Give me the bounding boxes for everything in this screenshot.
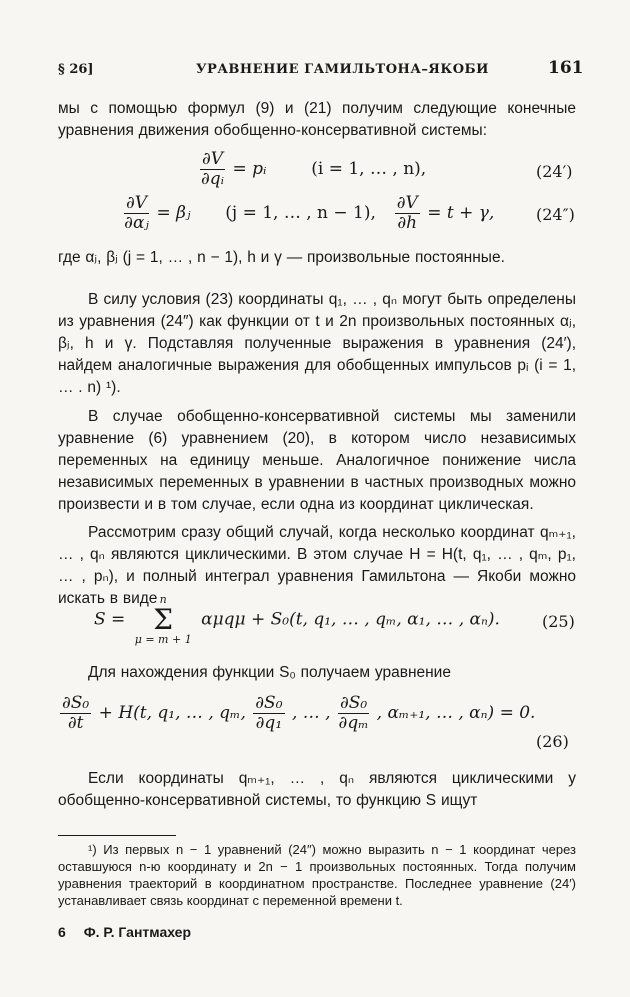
- equation-number-25: (25): [542, 612, 575, 631]
- equation-24-prime: $\frac{\partial V}{\text{∂qᵢ}}$ = pᵢ (i = 1, … , n),: [200, 149, 427, 189]
- equation-26: $\frac{\text{∂S₀}}{\partial t}$ + H(t, q₁, … , qₘ, $\frac{\text{∂S₀}}{\text{∂q₁}}$ , … , $\frac{\text{∂S₀}}{\text{∂qₘ}}$ , αₘ₊₁, … , αₙ) = 0.: [62, 693, 536, 733]
- equation-24-double-prime: $\frac{\partial V}{\text{∂αⱼ}}$ = βⱼ (j = 1, … , n − 1), $\frac{\partial V}{\partial h}$ = t + γ,: [124, 193, 495, 233]
- fraction: $\frac{\text{∂S₀}}{\partial t}$: [62, 693, 90, 733]
- paragraph-3: В силу условия (23) координаты q₁, … , qₙ могут быть определены из уравнения (24″) как функции от t и 2n произвольных постоянных αⱼ, βⱼ, h и γ. Подставляя полученные выражения в уравнения (24′), найдем аналогичные выражения для обобщенных импульсов pᵢ (i = 1, … . n) ¹).: [58, 291, 576, 396]
- paragraph-2: где αⱼ, βⱼ (j = 1, … , n − 1), h и γ — произвольные постоянные.: [58, 249, 505, 266]
- signature-text: Ф. Р. Гантмахер: [83, 924, 192, 940]
- fraction: $\frac{\text{∂S₀}}{\text{∂qₘ}}$: [338, 693, 369, 733]
- footnote: ¹) Из первых n − 1 уравнений (24″) можно выразить n − 1 координат через оставшуюся n-ю координату и 2n − 1 произвольных постоянных. Тогда получим уравнения траекторий в координатном пространстве. Последнее уравнение (24′) устанавливает связь координат с переменной времени t.: [58, 842, 576, 908]
- printer-signature: [58, 924, 191, 940]
- fraction: $\frac{\partial V}{\text{∂αⱼ}}$: [124, 193, 149, 233]
- signature-number: 6: [58, 924, 66, 940]
- fraction: $\frac{\text{∂S₀}}{\text{∂q₁}}$: [255, 693, 283, 733]
- footnote-rule: [58, 835, 176, 836]
- paragraph-6: Для нахождения функции S₀ получаем уравнение: [88, 664, 451, 681]
- equation-number-24-prime: (24′): [536, 162, 573, 181]
- equation-number-26: (26): [536, 732, 569, 751]
- paragraph-1: мы с помощью формул (9) и (21) получим следующие конечные уравнения движения обобщенно-консервативной системы:: [58, 100, 576, 139]
- summation-sign: n Σ μ = m + 1: [134, 593, 192, 646]
- equation-25: S = n Σ μ = m + 1 αμqμ + S₀(t, q₁, … , qₘ, α₁, … , αₙ).: [94, 593, 500, 646]
- paragraph-4: В случае обобщенно-консервативной системы мы заменили уравнение (6) уравнением (20), в котором число независимых переменных на единицу меньше. Аналогичное понижение числа независимых переменных в уравнении в частных производных можно произвести и в том случае, если одна из координат циклическая.: [58, 408, 576, 513]
- section-marker: § 26]: [58, 62, 94, 77]
- fraction: $\frac{\partial V}{\text{∂qᵢ}}$: [200, 149, 225, 189]
- fraction: $\frac{\partial V}{\partial h}$: [396, 193, 418, 233]
- running-title: УРАВНЕНИЕ ГАМИЛЬТОНА–ЯКОБИ: [196, 62, 489, 77]
- equation-number-24-double-prime: (24″): [536, 205, 575, 224]
- paragraph-5: Рассмотрим сразу общий случай, когда несколько координат qₘ₊₁, … , qₙ являются циклическими. В этом случае H = H(t, q₁, … , qₘ, p₁, … , pₙ), и полный интеграл уравнения Гамильтона — Якоби можно искать в виде: [58, 524, 576, 607]
- page-number: 161: [548, 58, 584, 78]
- paragraph-7: Если координаты qₘ₊₁, … , qₙ являются циклическими у обобщенно-консервативной системы, то функцию S ищут: [58, 770, 576, 809]
